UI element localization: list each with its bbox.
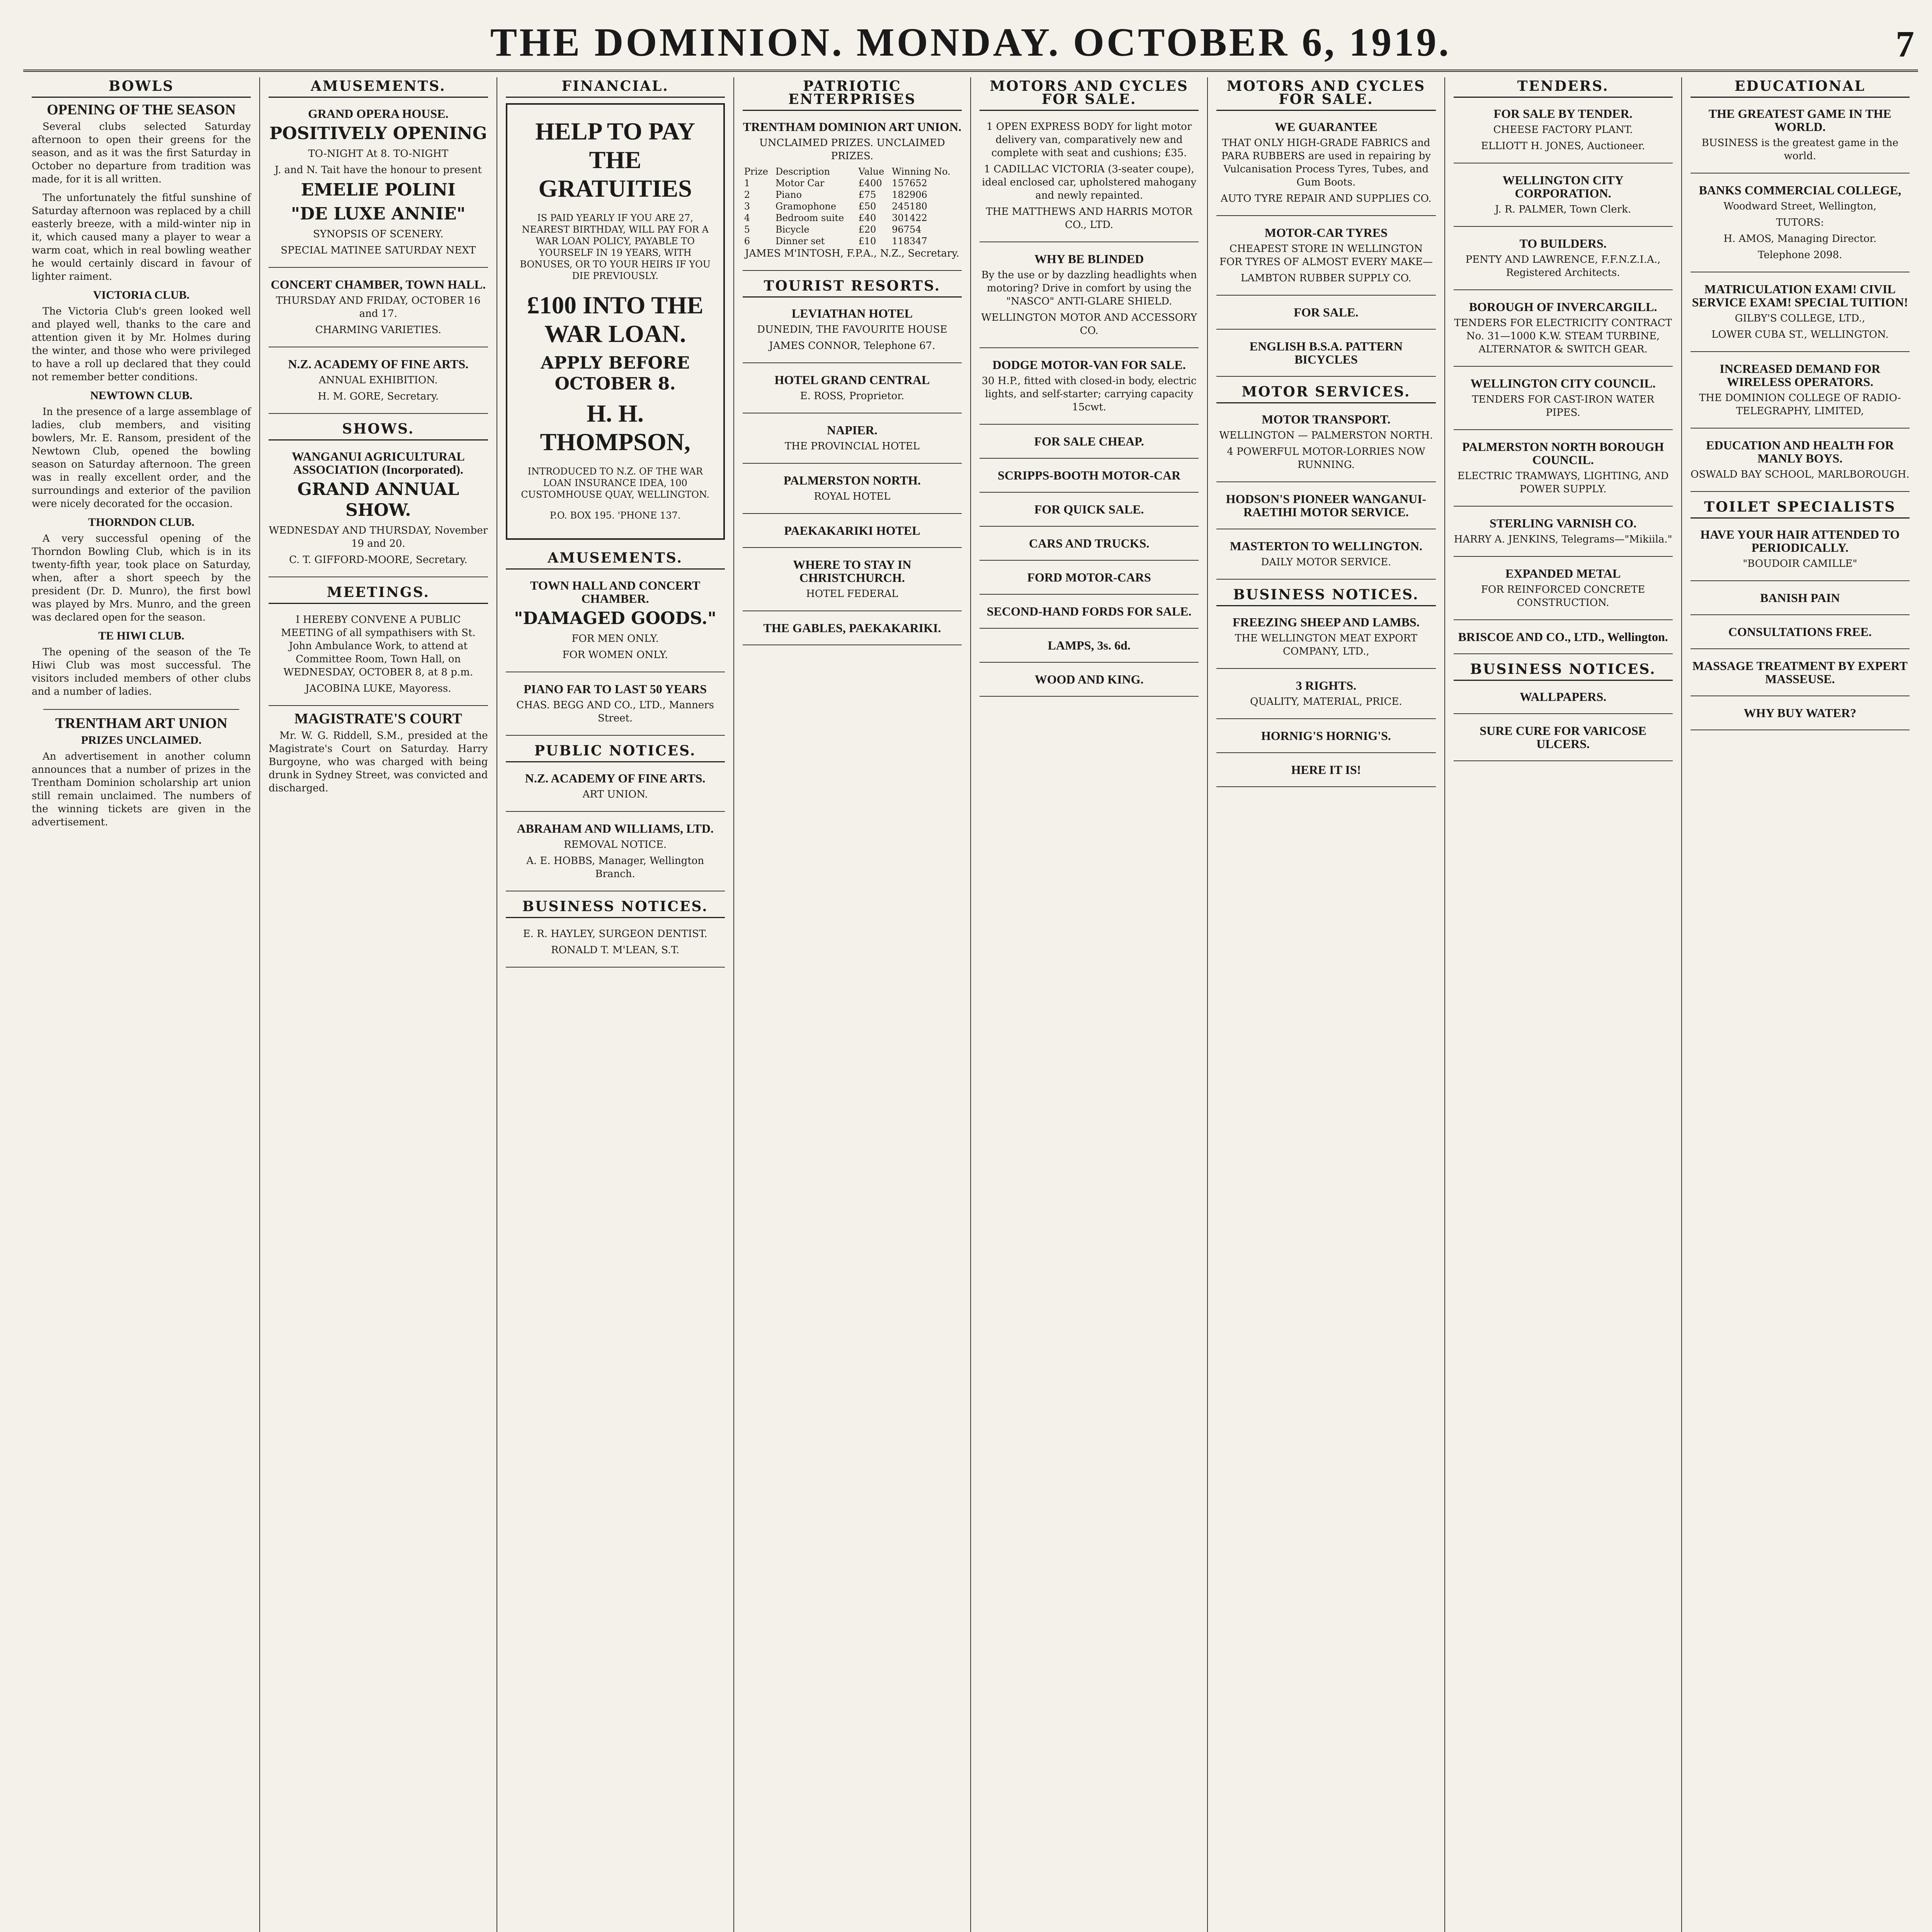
ad-matthews-harris (980, 116, 1199, 242)
ad-wallpapers (1454, 686, 1673, 714)
ad-title: GRAND OPERA HOUSE. (308, 107, 449, 121)
table-cell: £50 (858, 201, 876, 212)
ad-meat-export (1216, 612, 1435, 669)
table-cell: 96754 (892, 224, 922, 235)
ad-line: I HEREBY CONVENE A PUBLIC MEETING of all sympathisers with St. John Ambulance Work, to attend at Committee Room, Town Hall, on WEDNESDAY, OCTOBER 8, at 8 p.m. (281, 614, 476, 678)
column-educational (1681, 77, 1918, 1932)
banner-text: IS PAID YEARLY IF YOU ARE 27, NEAREST BIRTHDAY, WILL PAY FOR A WAR LOAN POLICY, PAYABLE TO YOURSELF IN 19 YEARS, WITH BONUSES, OR TO YOUR HEIRS IF YOU DIE PREVIOUSLY. (520, 213, 711, 281)
ad-wireless (1690, 358, 1910, 429)
banner-apply: APPLY BEFORE OCTOBER 8. (541, 353, 690, 394)
section-heading: BUSINESS NOTICES. (506, 898, 725, 918)
table-row (743, 235, 962, 247)
ad-title: MATRICULATION EXAM! CIVIL SERVICE EXAM! SPECIAL TUITION! (1692, 282, 1908, 309)
table-row (743, 177, 962, 189)
table-header-row (743, 166, 962, 177)
ad-cheese-factory (1454, 103, 1673, 163)
ad-line: J. R. PALMER, Town Clerk. (1495, 204, 1631, 215)
ad-line: REMOVAL NOTICE. (564, 839, 667, 850)
table-cell: £75 (858, 189, 876, 200)
ad-concert-chamber (269, 274, 488, 347)
ad-palmerston (743, 470, 962, 514)
ad-title: WHY BUY WATER? (1743, 706, 1857, 720)
article-heading: OPENING OF THE SEASON (47, 102, 236, 118)
ad-title: WE GUARANTEE (1274, 120, 1378, 134)
ad-massage (1690, 655, 1910, 696)
subheading: THORNDON CLUB. (88, 516, 195, 529)
table-row (743, 224, 962, 235)
ad-paekakariki (743, 520, 962, 548)
section-heading: MOTOR SERVICES. (1216, 383, 1435, 403)
ad-line: JAMES M'INTOSH, F.P.A., N.Z., Secretary. (745, 248, 959, 259)
ad-title: MASSAGE TREATMENT BY EXPERT MASSEUSE. (1692, 659, 1908, 686)
ad-line: C. T. GIFFORD-MOORE, Secretary. (289, 554, 468, 566)
ad-title: WELLINGTON CITY CORPORATION. (1502, 173, 1624, 200)
ad-title: BOROUGH OF INVERCARGILL. (1469, 300, 1657, 314)
ad-scripps-booth (980, 465, 1199, 493)
paragraph: In the presence of a large assemblage of ladies, club members, and visiting bowlers, Mr. E. Ransom, president of the Newtown Club, opened the bowling season on Saturday afternoon. The green was in really excellent order, and the surroundings and exterior of the pavilion were nicely decorated for the occasion. (32, 406, 251, 510)
table-header-cell: Value (858, 166, 884, 177)
table-cell: 2 (744, 189, 750, 200)
section-heading: BUSINESS NOTICES. (1216, 586, 1435, 606)
ad-title: ABRAHAM AND WILLIAMS, LTD. (517, 821, 714, 835)
ad-line: THURSDAY AND FRIDAY, OCTOBER 16 and 17. (276, 295, 481, 320)
ad-city-council (1454, 373, 1673, 430)
ad-nasco (980, 248, 1199, 348)
section-heading: AMUSEMENTS. (269, 77, 488, 98)
table-cell: 301422 (892, 213, 927, 223)
column-financial (497, 77, 733, 1932)
ad-city-corporation (1454, 170, 1673, 227)
ad-title: HORNIG'S HORNIG'S. (1261, 729, 1391, 743)
columns (23, 77, 1918, 1932)
ad-public-meeting (269, 609, 488, 706)
ad-line: 1 OPEN EXPRESS BODY for light motor delivery van, comparatively new and complete with seat and cushions; £35. (986, 121, 1192, 159)
article-bowls (32, 103, 251, 698)
ad-line: FOR WOMEN ONLY. (562, 649, 668, 661)
page-number: 7 (1896, 23, 1914, 65)
ad-line: FOR REINFORCED CONCRETE CONSTRUCTION. (1481, 584, 1645, 609)
ad-line: EMELIE POLINI (301, 180, 456, 200)
ad-banish-pain (1690, 587, 1910, 615)
section-heading: TOILET SPECIALISTS (1690, 498, 1910, 519)
ad-title: SECOND-HAND FORDS FOR SALE. (986, 604, 1192, 618)
table-cell: £20 (858, 224, 876, 235)
ad-line: Telephone 2098. (1758, 249, 1842, 261)
table-cell: 182906 (892, 189, 927, 200)
ad-line: 1 CADILLAC VICTORIA (3-seater coupe), ideal enclosed car, upholstered mahogany and newly repainted. (982, 163, 1197, 201)
ad-title: BANISH PAIN (1760, 591, 1840, 605)
table-cell: £40 (858, 213, 876, 223)
section-heading: FINANCIAL. (506, 77, 725, 98)
ad-briscoe (1454, 626, 1673, 654)
ad-line: HOTEL FEDERAL (806, 588, 898, 600)
ad-title: EDUCATION AND HEALTH FOR MANLY BOYS. (1706, 438, 1894, 465)
paragraph: Mr. W. G. Riddell, S.M., presided at the Magistrate's Court on Saturday. Harry Burgoyne, who was charged with being drunk in Sydney Street, was convicted and discharged. (269, 730, 488, 794)
ad-line: E. ROSS, Proprietor. (800, 390, 905, 402)
table-cell: 4 (744, 213, 750, 223)
prize-table (743, 166, 962, 247)
ad-line: THE MATTHEWS AND HARRIS MOTOR CO., LTD. (986, 206, 1192, 231)
ad-ford (980, 567, 1199, 595)
table-cell: 245180 (892, 201, 927, 212)
ad-line: "BOUDOIR CAMILLE" (1743, 558, 1857, 570)
ad-line: POSITIVELY OPENING (269, 124, 487, 143)
ad-title: PALMERSTON NORTH BOROUGH COUNCIL. (1462, 440, 1664, 467)
ad-here-it-is (1216, 759, 1435, 787)
ad-piano (506, 679, 725, 736)
ad-opera-house (269, 103, 488, 268)
ad-tyres (1216, 222, 1435, 296)
ad-line: LOWER CUBA ST., WELLINGTON. (1711, 329, 1889, 340)
ad-title: ENGLISH B.S.A. PATTERN BICYCLES (1249, 339, 1403, 366)
ad-three-rights (1216, 675, 1435, 719)
ad-bicycles (1216, 336, 1435, 377)
ad-gilby (1690, 279, 1910, 352)
ad-wood-king (980, 669, 1199, 697)
ad-motor-transport (1216, 409, 1435, 482)
ad-title: LEVIATHAN HOTEL (791, 306, 913, 320)
ad-line: A. E. HOBBS, Manager, Wellington Branch. (526, 855, 704, 880)
ad-line: JAMES CONNOR, Telephone 67. (769, 340, 935, 352)
ad-line: "DE LUXE ANNIE" (291, 204, 466, 224)
section-heading: PUBLIC NOTICES. (506, 742, 725, 762)
ad-dentist (506, 923, 725, 968)
ad-line: ART UNION. (582, 789, 648, 800)
ad-title: HOTEL GRAND CENTRAL (774, 373, 930, 387)
ad-line: 30 H.P., fitted with closed-in body, electric lights, and self-starter; carrying capacity 15cwt. (981, 375, 1197, 413)
ad-line: WEDNESDAY AND THURSDAY, November 19 and 20. (269, 525, 488, 549)
table-cell: 1 (744, 178, 750, 189)
paragraph: The opening of the season of the Te Hiwi Club was most successful. The visitors included members of other clubs and a number of ladies. (32, 646, 251, 697)
ad-line: CHEAPEST STORE IN WELLINGTON FOR TYRES OF ALMOST EVERY MAKE— (1219, 243, 1433, 268)
banner-contact: P.O. BOX 195. 'PHONE 137. (549, 510, 681, 521)
ad-line: E. R. HAYLEY, SURGEON DENTIST. (523, 928, 707, 940)
ad-expanded-metal (1454, 563, 1673, 620)
section-heading: SHOWS. (269, 420, 488, 440)
ad-line: TO-NIGHT At 8. TO-NIGHT (308, 148, 449, 160)
ad-title: PALMERSTON NORTH. (783, 473, 921, 487)
ad-title: THE GABLES, PAEKAKARIKI. (763, 621, 941, 635)
ad-cars-trucks (980, 533, 1199, 561)
ad-title: INCREASED DEMAND FOR WIRELESS OPERATORS. (1719, 362, 1881, 389)
ad-title: FOR QUICK SALE. (1034, 502, 1144, 516)
ad-title: LAMPS, 3s. 6d. (1048, 638, 1131, 652)
ad-greatest-game (1690, 103, 1910, 173)
ad-title: FORD MOTOR-CARS (1027, 570, 1151, 584)
paragraph: Several clubs selected Saturday afternoon to open their greens for the season, and as it was the first Saturday in October no departure from tradition was made, for it is all written. (32, 121, 251, 185)
ad-line: GILBY'S COLLEGE, LTD., (1735, 313, 1866, 324)
ad-title: FOR SALE BY TENDER. (1493, 107, 1633, 121)
ad-line: CHEESE FACTORY PLANT. (1493, 124, 1633, 136)
ad-title: STERLING VARNISH CO. (1489, 516, 1637, 530)
ad-masterton (1216, 536, 1435, 580)
ad-title: CONCERT CHAMBER, TOWN HALL. (270, 277, 486, 291)
table-cell: Piano (775, 189, 802, 200)
column-motors-1 (970, 77, 1207, 1932)
ad-line: ELLIOTT H. JONES, Auctioneer. (1481, 140, 1645, 152)
ad-title: BANKS COMMERCIAL COLLEGE, (1699, 183, 1901, 197)
ad-wanganui-show (269, 446, 488, 577)
ad-title: SCRIPPS-BOOTH MOTOR-CAR (998, 468, 1181, 482)
ad-sterling-varnish (1454, 513, 1673, 557)
ad-title: EXPANDED METAL (1505, 566, 1621, 580)
ad-line: UNCLAIMED PRIZES. UNCLAIMED PRIZES. (759, 137, 945, 162)
article-heading: TRENTHAM ART UNION (55, 715, 228, 731)
ad-title: MOTOR TRANSPORT. (1262, 412, 1391, 426)
ad-hodson (1216, 488, 1435, 529)
ad-title: WELLINGTON CITY COUNCIL. (1470, 376, 1656, 390)
ad-title: WHERE TO STAY IN CHRISTCHURCH. (793, 558, 912, 585)
ad-line: THE PROVINCIAL HOTEL (784, 440, 920, 452)
article-art-union (32, 717, 251, 829)
section-heading: TENDERS. (1454, 77, 1673, 98)
banner-name: H. H. THOMPSON, (540, 400, 690, 456)
column-patriotic (733, 77, 970, 1932)
table-cell: Bedroom suite (775, 213, 844, 223)
subheading: PRIZES UNCLAIMED. (81, 734, 202, 747)
ad-line: QUALITY, MATERIAL, PRICE. (1250, 696, 1402, 707)
section-heading: BUSINESS NOTICES. (1454, 660, 1673, 681)
table-cell: 3 (744, 201, 750, 212)
ad-line: CHARMING VARIETIES. (315, 324, 441, 336)
ad-line: WELLINGTON MOTOR AND ACCESSORY CO. (981, 312, 1197, 337)
subheading: VICTORIA CLUB. (93, 289, 190, 301)
ad-line: WELLINGTON — PALMERSTON NORTH. (1219, 430, 1433, 441)
article-heading: MAGISTRATE'S COURT (294, 711, 462, 727)
ad-title: SURE CURE FOR VARICOSE ULCERS. (1480, 724, 1647, 751)
ad-napier (743, 420, 962, 464)
ad-art-union (506, 768, 725, 812)
ad-title: N.Z. ACADEMY OF FINE ARTS. (525, 771, 706, 785)
ad-title: WHY BE BLINDED (1034, 252, 1144, 266)
section-heading: EDUCATIONAL (1690, 77, 1910, 98)
table-cell: 157652 (892, 178, 927, 189)
ad-line: RONALD T. M'LEAN, S.T. (551, 944, 680, 956)
table-header-cell: Winning No. (892, 166, 951, 177)
ad-title: WANGANUI AGRICULTURAL ASSOCIATION (Incorporated). (291, 449, 465, 476)
section-heading: AMUSEMENTS. (506, 549, 725, 570)
ad-line: THE DOMINION COLLEGE OF RADIO-TELEGRAPHY, LIMITED, (1699, 392, 1901, 417)
ad-title: NAPIER. (827, 423, 878, 437)
table-header-cell: Description (775, 166, 830, 177)
ad-line: PENTY AND LAWRENCE, F.F.N.Z.I.A., Registered Architects. (1465, 254, 1661, 279)
ad-title: FREEZING SHEEP AND LAMBS. (1233, 615, 1420, 629)
ad-title: THE GREATEST GAME IN THE WORLD. (1708, 107, 1891, 134)
ad-title: WOOD AND KING. (1034, 672, 1144, 686)
ad-line: "DAMAGED GOODS." (514, 609, 716, 628)
paragraph: The unfortunately the fitful sunshine of Saturday afternoon was replaced by a chill easterly breeze, with a mild-winter nip in it, which caused many a player to wear a warm coat, which in real bowling weather he would certainly discard in favour of lighter raiment. (32, 192, 251, 282)
ad-title: MOTOR-CAR TYRES (1264, 226, 1388, 240)
table-cell: Motor Car (775, 178, 825, 189)
ad-for-sale-cheap (980, 431, 1199, 459)
ad-christchurch (743, 554, 962, 611)
ad-line: TENDERS FOR ELECTRICITY CONTRACT No. 31—1000 K.W. STEAM TURBINE, ALTERNATOR & SWITCH GEAR. (1454, 317, 1672, 355)
ad-title: HERE IT IS! (1291, 763, 1361, 777)
ad-second-hand-fords (980, 601, 1199, 629)
table-cell: 118347 (892, 236, 927, 247)
ad-line: LAMBTON RUBBER SUPPLY CO. (1241, 272, 1412, 284)
ad-leviathan (743, 303, 962, 363)
table-cell: Gramophone (775, 201, 837, 212)
subheading: NEWTOWN CLUB. (90, 389, 192, 402)
ad-line: J. and N. Tait have the honour to present (274, 164, 482, 176)
ad-to-builders (1454, 233, 1673, 290)
ad-line: ROYAL HOTEL (814, 491, 891, 502)
ad-title: 3 RIGHTS. (1296, 679, 1357, 692)
ad-title: PAEKAKARIKI HOTEL (784, 524, 920, 537)
ad-hornig (1216, 725, 1435, 753)
masthead-title: THE DOMINION. MONDAY. OCTOBER 6, 1919. (490, 20, 1451, 65)
ad-title: MASTERTON TO WELLINGTON. (1230, 539, 1423, 553)
ad-title: BRISCOE AND CO., LTD., Wellington. (1458, 630, 1668, 644)
divider (43, 709, 239, 710)
banner-heading: HELP TO PAY THE GRATUITIES (535, 117, 696, 202)
column-motors-2 (1207, 77, 1444, 1932)
ad-line: THE WELLINGTON MEAT EXPORT COMPANY, LTD., (1235, 633, 1418, 657)
ad-line: ELECTRIC TRAMWAYS, LIGHTING, AND POWER SUPPLY. (1457, 470, 1669, 495)
ad-line: OSWALD BAY SCHOOL, MARLBOROUGH. (1690, 469, 1910, 480)
ad-consultations (1690, 621, 1910, 649)
ad-line: FOR MEN ONLY. (571, 633, 659, 645)
ad-lamps (980, 635, 1199, 663)
table-row (743, 201, 962, 212)
table-row (743, 212, 962, 224)
table-cell: Dinner set (775, 236, 825, 247)
table-cell: 6 (744, 236, 750, 247)
ad-title: FOR SALE. (1294, 305, 1359, 319)
ad-town-hall (506, 575, 725, 672)
paragraph: The Victoria Club's green looked well and played well, thanks to the care and attention given it by Mr. Holmes during the winter, and those who were privileged to have a roll up declared that they could not remember better conditions. (32, 306, 251, 383)
masthead (23, 12, 1918, 72)
ad-banks-college (1690, 180, 1910, 272)
column-amusements (259, 77, 496, 1932)
ad-gables (743, 617, 962, 645)
table-row (743, 189, 962, 201)
column-bowls (23, 77, 259, 1932)
ad-trentham-art-union (743, 116, 962, 271)
ad-war-loan (506, 103, 725, 540)
ad-line: SPECIAL MATINEE SATURDAY NEXT (281, 245, 476, 256)
ad-tyre-repair (1216, 116, 1435, 216)
ad-varicose (1454, 720, 1673, 761)
ad-line: AUTO TYRE REPAIR AND SUPPLIES CO. (1221, 193, 1432, 204)
ad-line: 4 POWERFUL MOTOR-LORRIES NOW RUNNING. (1227, 446, 1425, 471)
section-heading: BOWLS (32, 77, 251, 98)
ad-title: TOWN HALL AND CONCERT CHAMBER. (530, 578, 701, 605)
table-header-cell: Prize (744, 166, 768, 177)
ad-line: ANNUAL EXHIBITION. (318, 374, 438, 386)
section-heading: MOTORS AND CYCLES FOR SALE. (980, 77, 1199, 111)
ad-line: THAT ONLY HIGH-GRADE FABRICS and PARA RUBBERS are used in repairing by Vulcanisation Process Tyres, Tubes, and Gum Boots. (1221, 137, 1431, 188)
ad-title: TO BUILDERS. (1519, 236, 1607, 250)
ad-line: H. M. GORE, Secretary. (318, 391, 439, 402)
ad-line: H. AMOS, Managing Director. (1723, 233, 1877, 245)
section-heading: MOTORS AND CYCLES FOR SALE. (1216, 77, 1435, 111)
ad-title: CONSULTATIONS FREE. (1728, 625, 1872, 639)
ad-removal (506, 818, 725, 891)
ad-line: JACOBINA LUKE, Mayoress. (305, 683, 451, 694)
table-cell: 5 (744, 224, 750, 235)
ad-line: Woodward Street, Wellington, (1723, 201, 1877, 212)
subheading: TE HIWI CLUB. (98, 629, 184, 642)
column-tenders (1444, 77, 1681, 1932)
ad-title: HODSON'S PIONEER WANGANUI-RAETIHI MOTOR SERVICE. (1226, 492, 1427, 519)
ad-title: DODGE MOTOR-VAN FOR SALE. (992, 358, 1186, 372)
banner-amount: £100 INTO THE WAR LOAN. (527, 291, 704, 347)
ad-line: CHAS. BEGG AND CO., LTD., Manners Street. (516, 699, 714, 724)
ad-line: BUSINESS is the greatest game in the world. (1701, 137, 1898, 162)
ad-line: DAILY MOTOR SERVICE. (1261, 556, 1391, 568)
section-heading: TOURIST RESORTS. (743, 277, 962, 298)
section-heading: MEETINGS. (269, 583, 488, 604)
table-cell: Bicycle (775, 224, 810, 235)
ad-line: TENDERS FOR CAST-IRON WATER PIPES. (1472, 394, 1655, 418)
ad-water (1690, 702, 1910, 730)
ad-manly-boys (1690, 435, 1910, 492)
ad-title: WALLPAPERS. (1519, 690, 1607, 704)
section-heading: PATRIOTIC ENTERPRISES (743, 77, 962, 111)
paragraph: An advertisement in another column announces that a number of prizes in the Trentham Dominion scholarship art union still remain unclaimed. The numbers of the winning tickets are given in the advertisement. (32, 751, 251, 828)
ad-title: TRENTHAM DOMINION ART UNION. (743, 120, 962, 134)
ad-for-sale (1216, 302, 1435, 330)
ad-hair (1690, 524, 1910, 581)
ad-title: HAVE YOUR HAIR ATTENDED TO PERIODICALLY. (1700, 527, 1900, 554)
ad-invercargill (1454, 296, 1673, 367)
ad-dodge (980, 354, 1199, 425)
ad-academy (269, 354, 488, 414)
ad-title: PIANO FAR TO LAST 50 YEARS (524, 682, 707, 696)
ad-quick-sale (980, 499, 1199, 527)
ad-line: DUNEDIN, THE FAVOURITE HOUSE (757, 324, 947, 335)
table-cell: £10 (858, 236, 876, 247)
paragraph: A very successful opening of the Thorndon Bowling Club, which is in its twenty-fifth year, took place on Saturday, when, after a short speech by the president (Dr. D. Munro), the first bowl was played by Mrs. Munro, and the green was declared open for the season. (32, 533, 251, 623)
ad-line: GRAND ANNUAL SHOW. (297, 480, 459, 520)
ad-palmerston-council (1454, 436, 1673, 507)
ad-line: TUTORS: (1776, 217, 1824, 228)
ad-title: FOR SALE CHEAP. (1034, 434, 1144, 448)
table-cell: £400 (858, 178, 882, 189)
banner-address: INTRODUCED TO N.Z. OF THE WAR LOAN INSURANCE IDEA, 100 CUSTOMHOUSE QUAY, WELLINGTON. (521, 466, 709, 500)
ad-grand-central (743, 369, 962, 413)
article-court (269, 712, 488, 795)
ad-title: N.Z. ACADEMY OF FINE ARTS. (288, 357, 469, 371)
ad-line: HARRY A. JENKINS, Telegrams—"Mikiila." (1454, 534, 1672, 545)
ad-title: CARS AND TRUCKS. (1029, 536, 1150, 550)
ad-line: SYNOPSIS OF SCENERY. (313, 228, 444, 240)
ad-line: By the use or by dazzling headlights when motoring? Drive in comfort by using the "NASCO" ANTI-GLARE SHIELD. (981, 269, 1197, 307)
